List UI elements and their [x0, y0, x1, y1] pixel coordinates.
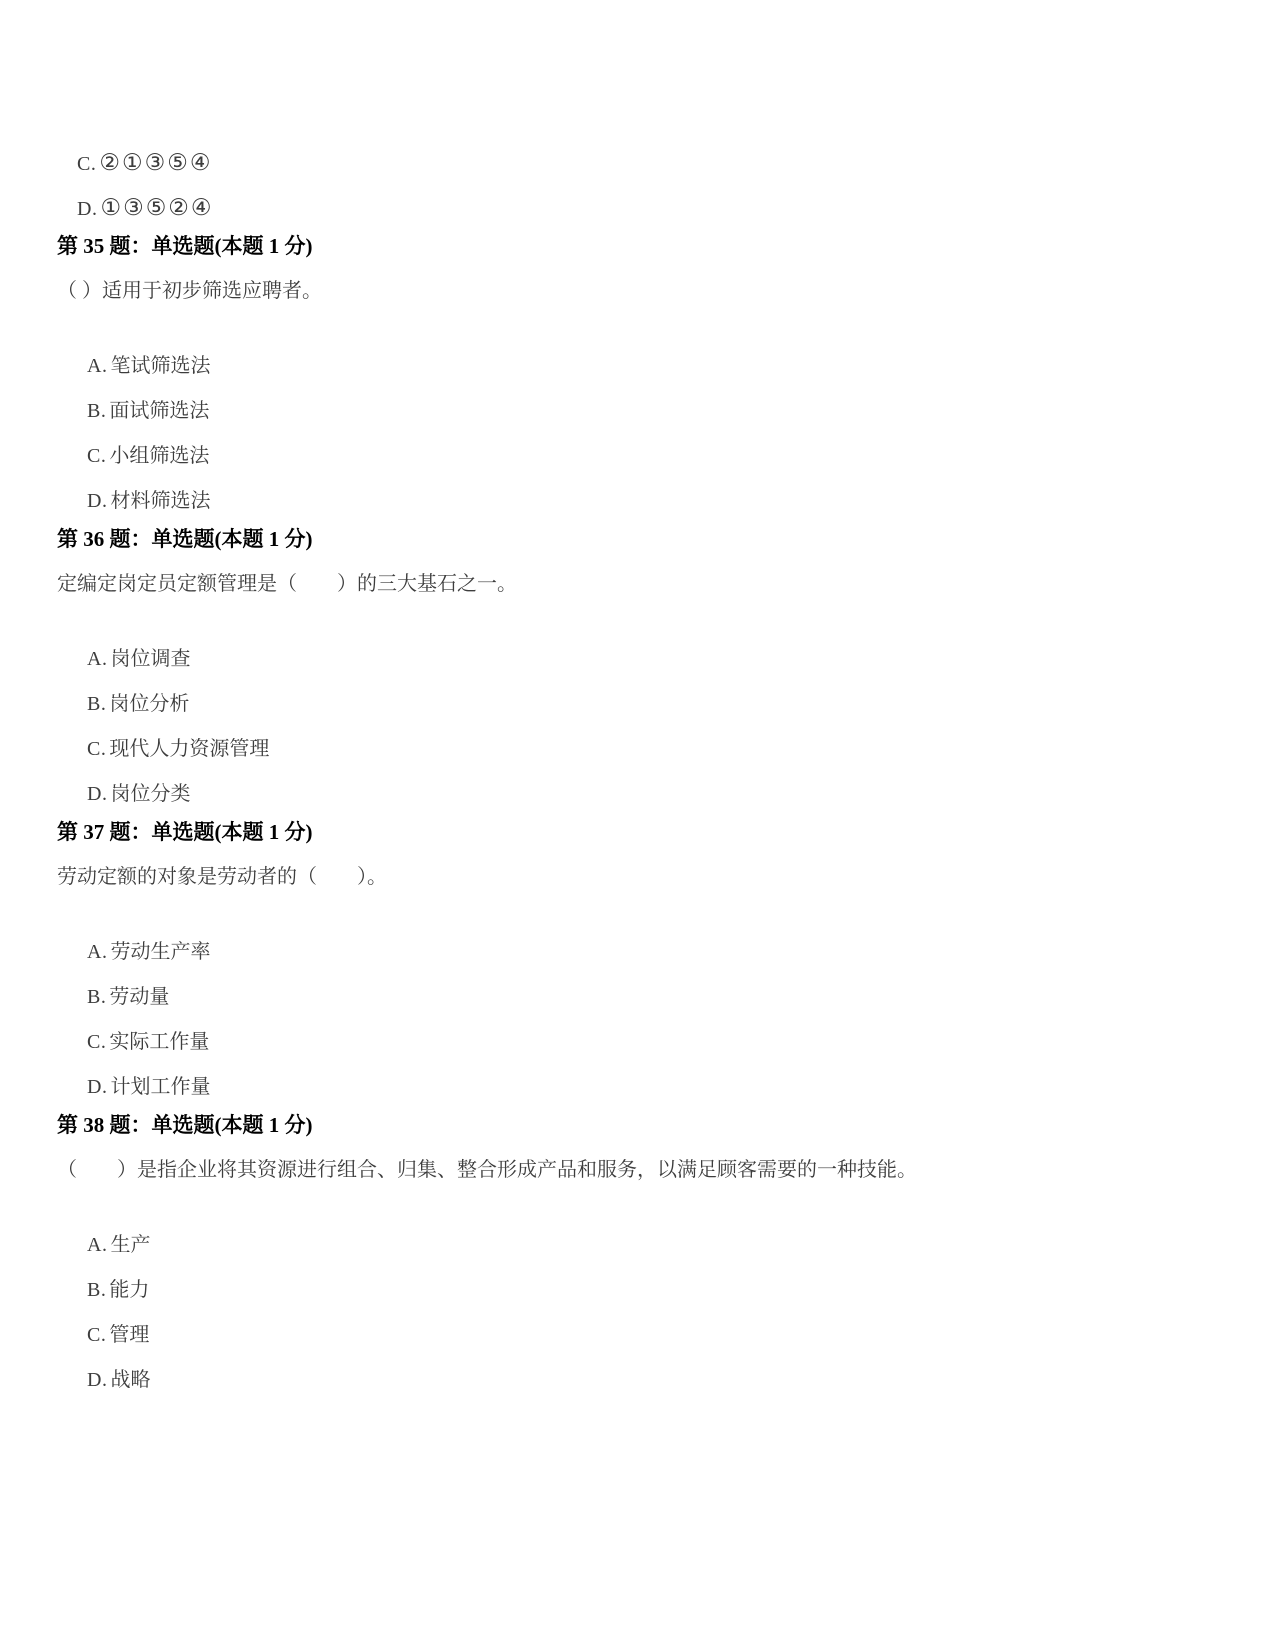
option-label: A.	[87, 941, 108, 963]
question-header: 第 37 题：单选题(本题 1 分)	[57, 820, 313, 844]
question-block-37	[57, 817, 1215, 1098]
carryover-option-row	[57, 118, 1215, 175]
option-text: 能力	[109, 1279, 150, 1301]
option-row	[57, 907, 1215, 963]
option-text: ②①③⑤④	[99, 150, 213, 175]
option-text: 实际工作量	[109, 1031, 210, 1053]
option-row	[57, 1335, 1215, 1391]
option-row	[57, 1200, 1215, 1256]
option-label: B.	[87, 693, 107, 715]
question-block-38	[57, 1110, 1215, 1391]
option-label: D.	[87, 1076, 108, 1098]
option-row	[57, 614, 1215, 670]
option-label: D.	[87, 490, 108, 512]
question-block-36	[57, 524, 1215, 805]
option-row	[57, 1042, 1215, 1098]
option-label: D.	[77, 198, 98, 220]
option-row	[57, 952, 1215, 1008]
option-text: 岗位调查	[110, 648, 191, 670]
option-text: 岗位分类	[110, 783, 191, 805]
option-label: A.	[87, 355, 108, 377]
option-label: C.	[87, 1324, 107, 1346]
option-label: B.	[87, 400, 107, 422]
option-text: 小组筛选法	[109, 445, 210, 467]
option-text: 现代人力资源管理	[109, 738, 270, 760]
question-block-35	[57, 231, 1215, 512]
option-row	[57, 659, 1215, 715]
option-label: D.	[87, 783, 108, 805]
option-text: 劳动生产率	[110, 941, 211, 963]
option-label: A.	[87, 1234, 108, 1256]
option-label: A.	[87, 648, 108, 670]
option-label: C.	[77, 153, 97, 175]
option-text: 生产	[110, 1234, 151, 1256]
option-row	[57, 704, 1215, 760]
option-row	[57, 456, 1215, 512]
option-text: 岗位分析	[109, 693, 190, 715]
option-text: 劳动量	[109, 986, 170, 1008]
option-text: 计划工作量	[110, 1076, 211, 1098]
carryover-option-row	[57, 163, 1215, 220]
question-header: 第 38 题：单选题(本题 1 分)	[57, 1113, 313, 1137]
option-text: 战略	[110, 1369, 151, 1391]
option-text: 面试筛选法	[109, 400, 210, 422]
question-stem: （ ）是指企业将其资源进行组合、归集、整合形成产品和服务，以满足顾客需要的一种技能。	[57, 1159, 917, 1181]
question-header: 第 35 题：单选题(本题 1 分)	[57, 234, 313, 258]
question-stem: 定编定岗定员定额管理是（ ）的三大基石之一。	[57, 573, 517, 595]
option-label: B.	[87, 986, 107, 1008]
option-row	[57, 1245, 1215, 1301]
option-row	[57, 366, 1215, 422]
option-text: 笔试筛选法	[110, 355, 211, 377]
option-row	[57, 321, 1215, 377]
option-label: C.	[87, 738, 107, 760]
option-label: D.	[87, 1369, 108, 1391]
option-text: 管理	[109, 1324, 150, 1346]
option-label: C.	[87, 445, 107, 467]
option-row	[57, 997, 1215, 1053]
option-label: B.	[87, 1279, 107, 1301]
question-stem: 劳动定额的对象是劳动者的（ ）。	[57, 866, 387, 888]
option-text: 材料筛选法	[110, 490, 211, 512]
question-stem: （ ）适用于初步筛选应聘者。	[57, 280, 322, 302]
option-label: C.	[87, 1031, 107, 1053]
option-row	[57, 411, 1215, 467]
option-row	[57, 1290, 1215, 1346]
question-header: 第 36 题：单选题(本题 1 分)	[57, 527, 313, 551]
option-text: ①③⑤②④	[100, 195, 214, 220]
